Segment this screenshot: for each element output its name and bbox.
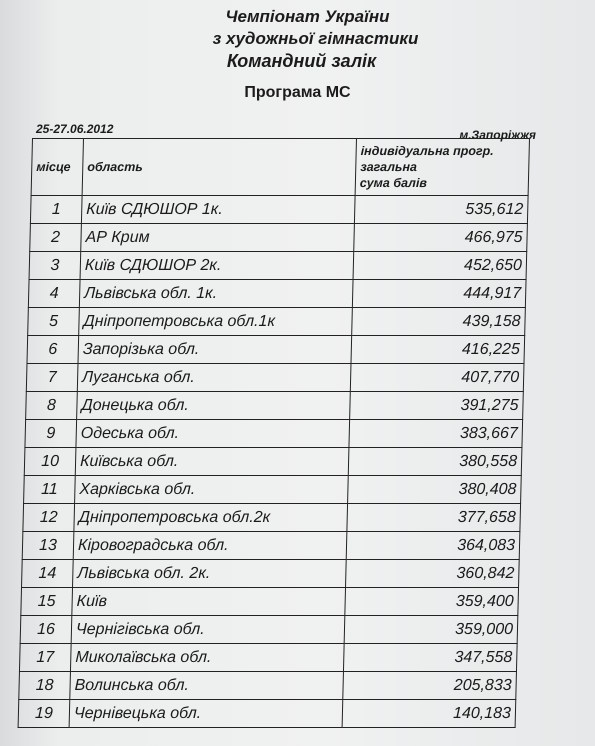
cell-place: 19 bbox=[18, 700, 70, 728]
cell-place: 9 bbox=[25, 420, 77, 448]
table-row bbox=[29, 252, 527, 280]
cell-region: Львівська обл. 2к. bbox=[73, 560, 347, 588]
cell-place: 17 bbox=[19, 644, 71, 672]
cell-region: Київ СДЮШОР 2к. bbox=[80, 252, 354, 280]
meta-row bbox=[36, 122, 536, 142]
cell-score: 383,667 bbox=[349, 420, 523, 448]
title-team-ranking: Командний залік bbox=[226, 51, 377, 71]
table-row bbox=[26, 392, 524, 420]
cell-place: 1 bbox=[30, 196, 82, 224]
cell-place: 2 bbox=[30, 224, 82, 252]
cell-place: 10 bbox=[24, 448, 76, 476]
header-score-line3: сума балів bbox=[359, 176, 428, 190]
table-row bbox=[28, 308, 526, 336]
table-row bbox=[24, 448, 522, 476]
cell-region: Чернігівська обл. bbox=[71, 616, 345, 644]
cell-region: Одеська обл. bbox=[76, 420, 350, 448]
cell-region: Кіровоградська обл. bbox=[73, 532, 347, 560]
cell-score: 360,842 bbox=[346, 560, 520, 588]
table-row bbox=[21, 588, 519, 616]
table-row bbox=[24, 476, 522, 504]
header-score-line1: індивідуальна прогр. bbox=[360, 144, 494, 158]
cell-region: Дніпропетровська обл.1к bbox=[79, 308, 353, 336]
event-date: 25-27.06.2012 bbox=[36, 122, 114, 136]
cell-score: 444,917 bbox=[352, 280, 526, 308]
cell-place: 18 bbox=[19, 672, 71, 700]
cell-place: 11 bbox=[24, 476, 76, 504]
cell-region: Дніпропетровська обл.2к bbox=[74, 504, 348, 532]
cell-region: АР Крим bbox=[81, 224, 355, 252]
cell-score: 407,770 bbox=[350, 364, 524, 392]
table-row bbox=[22, 560, 520, 588]
cell-score: 364,083 bbox=[346, 532, 520, 560]
cell-score: 377,658 bbox=[347, 504, 521, 532]
cell-score: 439,158 bbox=[352, 308, 526, 336]
table-header-row bbox=[31, 139, 529, 196]
header-place: місце bbox=[31, 139, 83, 196]
header-region: область bbox=[82, 139, 356, 196]
cell-score: 452,650 bbox=[353, 252, 527, 280]
cell-score: 380,558 bbox=[348, 448, 522, 476]
cell-region: Донецька обл. bbox=[77, 392, 351, 420]
cell-region: Львівська обл. 1к. bbox=[79, 280, 353, 308]
cell-score: 347,558 bbox=[343, 644, 517, 672]
results-table bbox=[18, 138, 530, 728]
cell-region: Луганська обл. bbox=[77, 364, 351, 392]
table-row bbox=[22, 532, 520, 560]
cell-place: 4 bbox=[28, 280, 80, 308]
cell-region: Волинська обл. bbox=[70, 672, 344, 700]
table-row bbox=[30, 196, 528, 224]
cell-place: 7 bbox=[26, 364, 78, 392]
cell-score: 205,833 bbox=[343, 672, 517, 700]
table-row bbox=[19, 672, 517, 700]
table-row bbox=[19, 644, 517, 672]
cell-place: 8 bbox=[26, 392, 78, 420]
cell-score: 535,612 bbox=[354, 196, 528, 224]
cell-place: 14 bbox=[22, 560, 74, 588]
cell-score: 359,000 bbox=[344, 616, 518, 644]
cell-place: 15 bbox=[21, 588, 73, 616]
cell-score: 391,275 bbox=[350, 392, 524, 420]
cell-region: Чернівецька обл. bbox=[69, 700, 343, 728]
header-score-line2: загальна bbox=[360, 160, 418, 174]
cell-region: Київ СДЮШОР 1к. bbox=[81, 196, 355, 224]
cell-place: 16 bbox=[20, 616, 72, 644]
cell-place: 13 bbox=[22, 532, 74, 560]
table-row bbox=[28, 280, 526, 308]
cell-score: 380,408 bbox=[348, 476, 522, 504]
cell-score: 359,400 bbox=[345, 588, 519, 616]
cell-score: 140,183 bbox=[342, 700, 516, 728]
cell-place: 12 bbox=[23, 504, 75, 532]
cell-region: Харківська обл. bbox=[75, 476, 349, 504]
cell-score: 466,975 bbox=[354, 224, 528, 252]
cell-region: Миколаївська обл. bbox=[70, 644, 344, 672]
table-row bbox=[25, 420, 523, 448]
table-row bbox=[20, 616, 518, 644]
title-program: Програма МС bbox=[244, 84, 351, 101]
cell-region: Київ bbox=[72, 588, 346, 616]
title-championship: Чемпіонат України bbox=[225, 7, 390, 26]
header-score bbox=[355, 139, 529, 196]
cell-region: Запорізька обл. bbox=[78, 336, 352, 364]
cell-place: 5 bbox=[28, 308, 80, 336]
document-title-block bbox=[0, 6, 595, 104]
table-row bbox=[18, 700, 516, 728]
table-row bbox=[30, 224, 528, 252]
table-row bbox=[26, 364, 524, 392]
cell-region: Київська обл. bbox=[75, 448, 349, 476]
cell-score: 416,225 bbox=[351, 336, 525, 364]
title-discipline: з художньої гімнастики bbox=[212, 29, 419, 48]
cell-place: 6 bbox=[27, 336, 79, 364]
table-row bbox=[23, 504, 521, 532]
cell-place: 3 bbox=[29, 252, 81, 280]
event-city: м.Запоріжжя bbox=[459, 128, 536, 142]
table-row bbox=[27, 336, 525, 364]
